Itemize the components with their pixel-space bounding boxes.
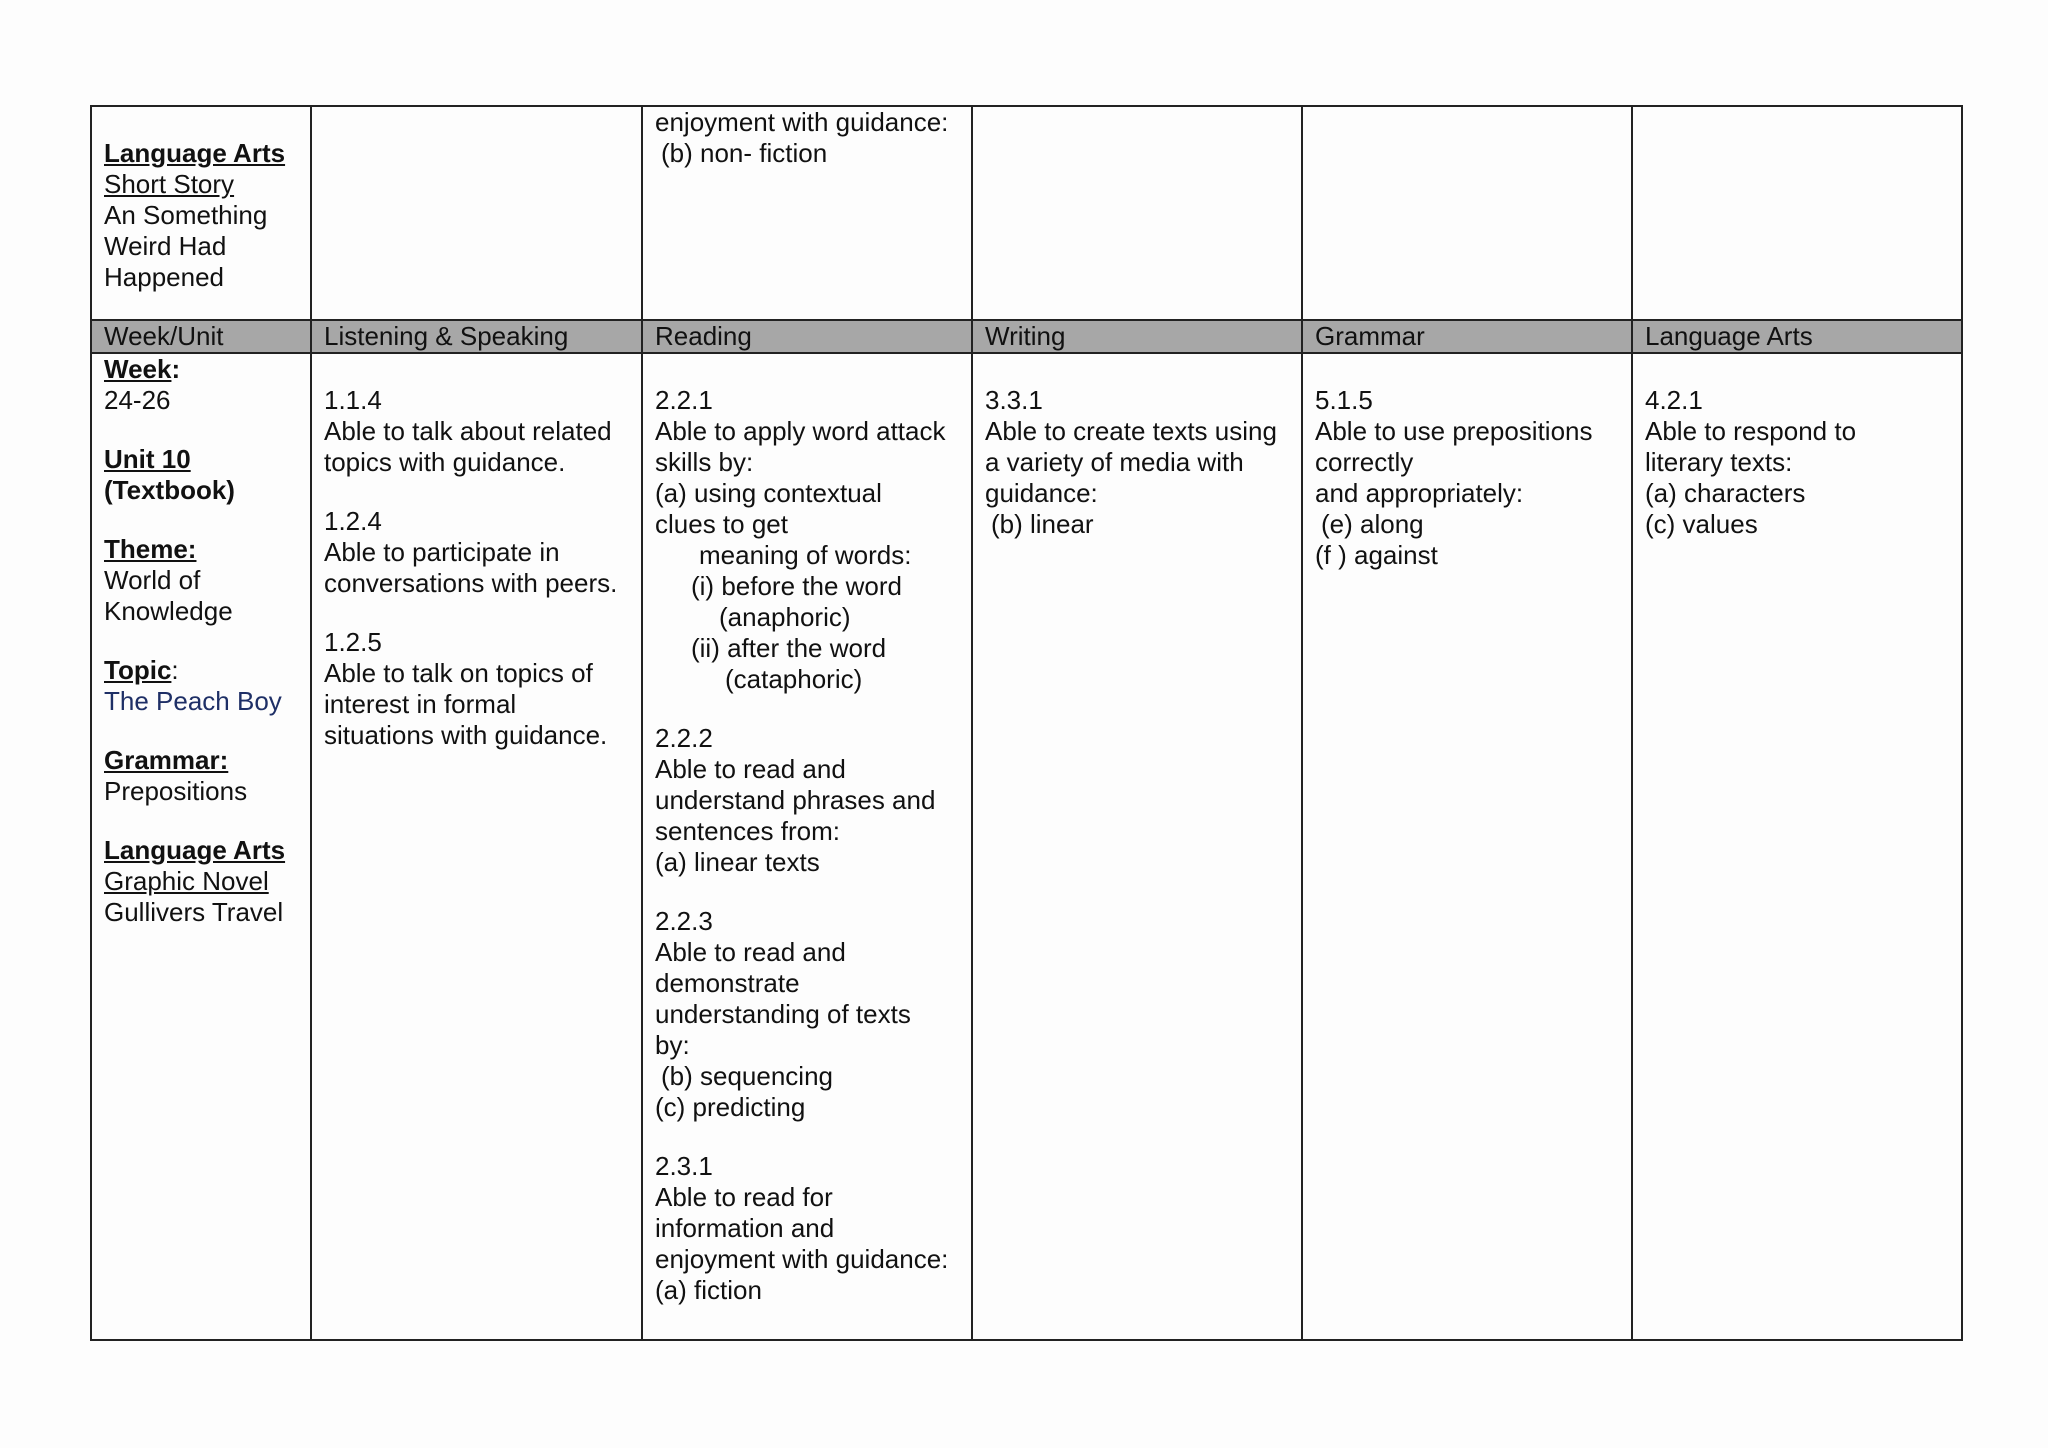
- standard-text: interest in formal: [324, 689, 517, 719]
- language-arts-heading: Language Arts: [104, 138, 286, 168]
- topic-label: Topic: [104, 655, 172, 685]
- theme-value: World of: [104, 565, 201, 595]
- standard-sub-item: (cataphoric): [725, 664, 863, 694]
- top-reading-cell: [642, 106, 972, 320]
- standard-text: (a) fiction: [655, 1275, 762, 1305]
- theme-label: Theme:: [104, 534, 197, 564]
- topic-colon: :: [171, 655, 179, 685]
- standard-code: 4.2.1: [1645, 385, 1703, 415]
- standard-code: 2.2.1: [655, 385, 713, 415]
- standard-text: Able to read and: [655, 937, 846, 967]
- standard-text: Able to respond to: [1645, 416, 1857, 446]
- reading-cell: [642, 353, 972, 1340]
- standard-sub-item: (b) sequencing: [661, 1061, 833, 1091]
- standard-code: 1.2.5: [324, 627, 382, 657]
- header-reading: Reading: [642, 320, 972, 353]
- standard-text: a variety of media with: [985, 447, 1244, 477]
- grammar-cell: [1302, 353, 1632, 1340]
- standard-text: Able to apply word attack: [655, 416, 946, 446]
- topic-heading: [104, 655, 298, 686]
- standard-code: 1.2.4: [324, 506, 382, 536]
- standard-sub-item: (c) predicting: [655, 1092, 806, 1122]
- standard-code: 2.3.1: [655, 1151, 713, 1181]
- reading-continuation-line: (b) non- fiction: [661, 138, 828, 168]
- standard-text: Able to create texts using: [985, 416, 1277, 446]
- language-arts-type: Graphic Novel: [104, 866, 269, 896]
- standard-sub-item: (anaphoric): [719, 602, 851, 632]
- header-week-unit: Week/Unit: [91, 320, 311, 353]
- short-story-label: Short Story: [104, 169, 235, 199]
- standard-text: Able to participate in: [324, 537, 560, 567]
- header-row: [91, 320, 1962, 353]
- week-value: 24-26: [104, 385, 171, 415]
- header-language-arts: Language Arts: [1632, 320, 1962, 353]
- standard-text: meaning of words:: [699, 540, 912, 570]
- top-week-unit-cell: [91, 106, 311, 320]
- standard-text: Able to read and: [655, 754, 846, 784]
- grammar-label: Grammar:: [104, 745, 229, 775]
- language-arts-cell: [1632, 353, 1962, 1340]
- writing-cell: [972, 353, 1302, 1340]
- standard-text: (a) linear texts: [655, 847, 820, 877]
- standard-sub-item: (c) values: [1645, 509, 1758, 539]
- standard-sub-item: (ii) after the word: [691, 633, 887, 663]
- week-label: Week: [104, 354, 172, 384]
- grammar-value: Prepositions: [104, 776, 248, 806]
- theme-value: Knowledge: [104, 596, 233, 626]
- standard-text: clues to get: [655, 509, 788, 539]
- standard-text: understanding of texts: [655, 999, 911, 1029]
- standard-text: Able to read for: [655, 1182, 833, 1212]
- standard-sub-item: (b) linear: [991, 509, 1094, 539]
- reading-continuation-line: enjoyment with guidance:: [655, 107, 949, 137]
- continuation-row: [91, 106, 1962, 320]
- header-grammar: Grammar: [1302, 320, 1632, 353]
- standard-text: conversations with peers.: [324, 568, 618, 598]
- standard-text: (a) using contextual: [655, 478, 882, 508]
- standard-code: 2.2.2: [655, 723, 713, 753]
- standard-text: guidance:: [985, 478, 1098, 508]
- top-language-arts-cell: [1632, 106, 1962, 320]
- top-grammar-cell: [1302, 106, 1632, 320]
- standard-text: enjoyment with guidance:: [655, 1244, 949, 1274]
- standard-text: topics with guidance.: [324, 447, 566, 477]
- language-arts-title: Gullivers Travel: [104, 897, 284, 927]
- standard-text: demonstrate: [655, 968, 800, 998]
- standard-text: by:: [655, 1030, 690, 1060]
- textbook-label: (Textbook): [104, 475, 235, 505]
- standard-code: 3.3.1: [985, 385, 1043, 415]
- top-writing-cell: [972, 106, 1302, 320]
- standard-text: correctly: [1315, 447, 1414, 477]
- standard-sub-item: (f ) against: [1315, 540, 1438, 570]
- standard-sub-item: (i) before the word: [691, 571, 902, 601]
- topic-value: The Peach Boy: [104, 686, 282, 716]
- standard-code: 5.1.5: [1315, 385, 1373, 415]
- story-title-line: Weird Had: [104, 231, 227, 261]
- week-heading: [104, 354, 298, 385]
- content-row: [91, 353, 1962, 1340]
- standard-sub-item: (e) along: [1321, 509, 1424, 539]
- week-colon: :: [171, 354, 181, 384]
- standard-text: skills by:: [655, 447, 754, 477]
- listening-speaking-cell: [311, 353, 642, 1340]
- standard-text: understand phrases and: [655, 785, 936, 815]
- standard-text: information and: [655, 1213, 835, 1243]
- story-title-line: Happened: [104, 262, 224, 292]
- standard-text: Able to use prepositions: [1315, 416, 1593, 446]
- standard-text: Able to talk on topics of: [324, 658, 593, 688]
- standard-text: situations with guidance.: [324, 720, 608, 750]
- standard-code: 1.1.4: [324, 385, 382, 415]
- unit-label: Unit 10: [104, 444, 191, 474]
- story-title-line: An Something: [104, 200, 268, 230]
- language-arts-label: Language Arts: [104, 835, 286, 865]
- standard-text: Able to talk about related: [324, 416, 612, 446]
- lesson-plan-table: [90, 105, 1963, 1341]
- top-listening-cell: [311, 106, 642, 320]
- standard-text: and appropriately:: [1315, 478, 1524, 508]
- standard-sub-item: (a) characters: [1645, 478, 1806, 508]
- standard-text: literary texts:: [1645, 447, 1793, 477]
- standard-text: sentences from:: [655, 816, 840, 846]
- header-listening-speaking: Listening & Speaking: [311, 320, 642, 353]
- standard-code: 2.2.3: [655, 906, 713, 936]
- header-writing: Writing: [972, 320, 1302, 353]
- week-unit-cell: [91, 353, 311, 1340]
